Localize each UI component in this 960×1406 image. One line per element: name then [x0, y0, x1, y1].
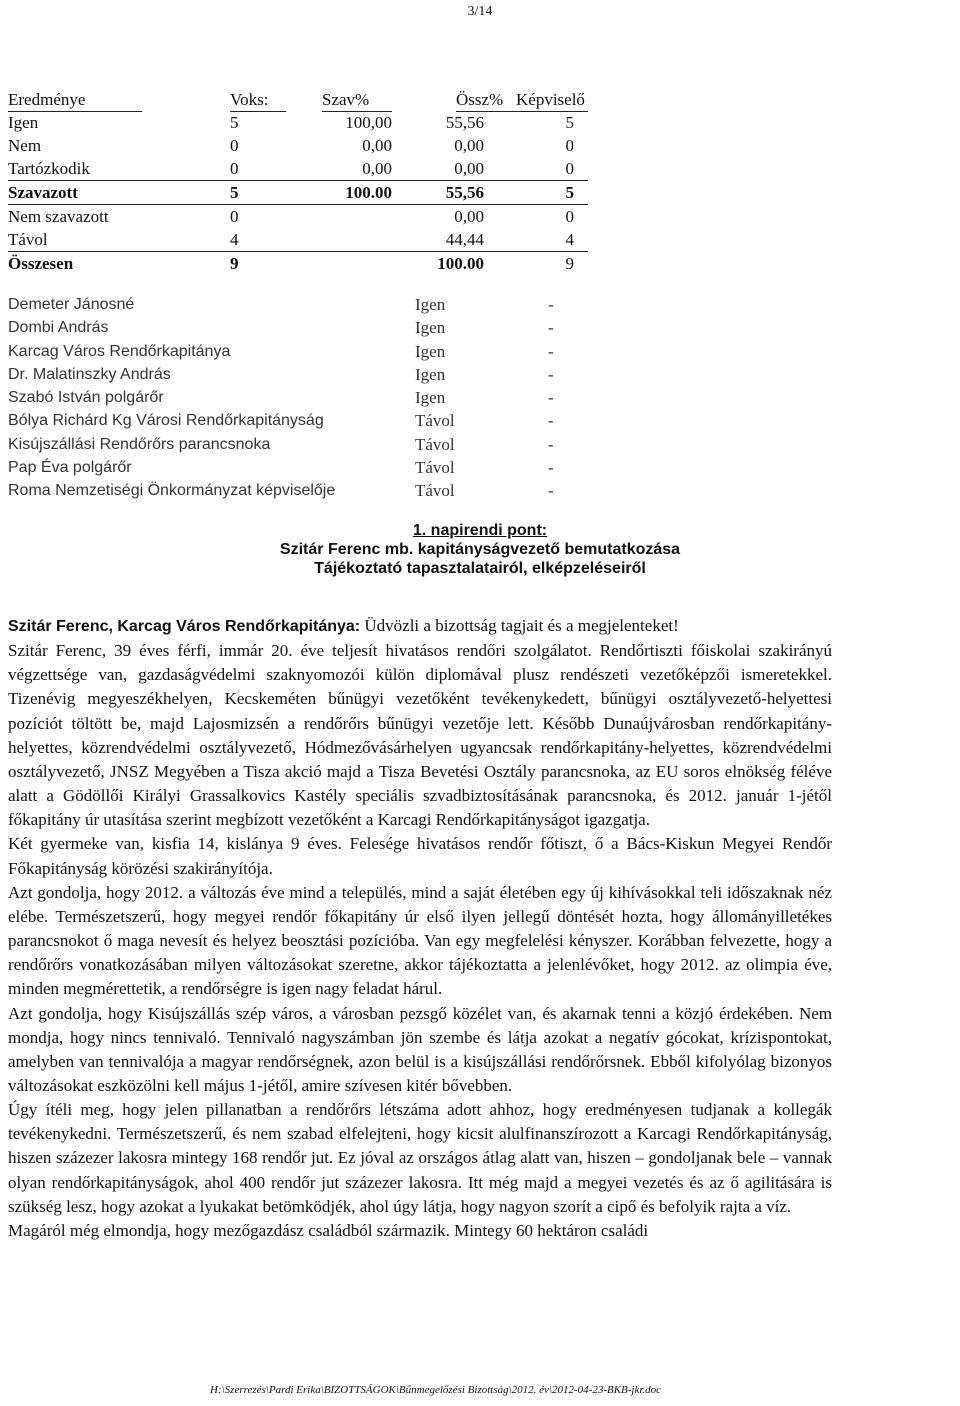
total-percent: 44,44: [445, 230, 484, 249]
agenda-subtitle: Tájékoztató tapasztalatairól, elképzeléseiről: [314, 560, 646, 577]
body-paragraph: Két gyermeke van, kisfia 14, kislánya 9 éves. Felesége hivatásos rendőr főtiszt, ő a Bács-Kiskun Megyei Rendőr Főkapitányság körözési szakirányítója.: [8, 834, 832, 878]
member-vote-list: [8, 293, 568, 503]
body-paragraph: Azt gondolja, hogy Kisújszállás szép város, a városban pezsgő közélet van, és akarnak tenni a közjó érdekében. Nem mondja, hogy nincs tennivaló. Tennivaló nagyszámban jön szembe és látja azokat a negatív gócokat, krízispontokat, amelyben van tennivalója a magyar rendőrségnek, azon belül is a kisújszállási rendőrőrsnek. Ebből kifolyólag bizonyos változásokat eszközölni kell május 1-jétől, amire szívesen kitér bővebben.: [8, 1003, 832, 1095]
representatives: 0: [565, 136, 574, 155]
representatives: 5: [565, 183, 574, 202]
member-mark: -: [548, 341, 554, 361]
representatives: 9: [565, 254, 574, 273]
member-row: [8, 293, 568, 316]
vote-count: 5: [230, 183, 239, 202]
vote-label: Szavazott: [8, 183, 78, 202]
vote-row: [8, 205, 588, 228]
member-row: [8, 340, 568, 363]
vote-count: 0: [230, 207, 239, 226]
member-row: [8, 479, 568, 502]
representatives: 0: [565, 159, 574, 178]
member-row: [8, 363, 568, 386]
member-mark: -: [548, 434, 554, 454]
agenda-point: 1. napirendi pont:: [412, 522, 548, 539]
vote-row-total: [8, 252, 588, 275]
speaker-name: Szitár Ferenc, Karcag Város Rendőrkapitánya:: [8, 618, 361, 635]
vote-percent: 100.00: [345, 183, 392, 202]
header-vote-percent: Szav%: [322, 88, 392, 112]
member-mark: -: [548, 318, 554, 338]
vote-row: [8, 134, 588, 157]
vote-count: 9: [230, 254, 239, 273]
total-percent: 55,56: [445, 113, 484, 132]
body-paragraph: Úgy ítéli meg, hogy jelen pillanatban a rendőrőrs létszáma adott ahhoz, hogy eredményesen tudjanak a kollegák tevékenykedni. Természetszerű, és nem szabad elfelejteni, hogy kicsit alulfinanszírozott a Karcagi Rendőrkapitányság, hiszen százezer lakosra mintegy 168 rendőr jut. Ez jóval az országos átlag alatt van, hiszen – gondoljanak bele – vannak olyan rendőrkapitányságok, ahol 400 rendőr jut százezer lakosra. Itt még majd a megyei vezetés és az ő agilitására is szükség lesz, hogy azokat a lyukakat betömködjék, ahol úgy látja, hogy nagyon szorít a cipő és befolyik rajta a víz.: [8, 1100, 832, 1216]
member-vote: Igen: [415, 295, 446, 314]
member-row: [8, 456, 568, 479]
member-name: Bólya Richárd Kg Városi Rendőrkapitányság: [8, 412, 324, 430]
member-mark: -: [548, 388, 554, 408]
member-vote: Távol: [415, 458, 455, 478]
member-row: [8, 409, 568, 432]
vote-header-row: [8, 88, 588, 111]
vote-count: 5: [230, 113, 239, 132]
representatives: 4: [565, 230, 574, 249]
vote-row: [8, 111, 588, 134]
member-vote: Távol: [415, 434, 455, 454]
total-percent: 0,00: [454, 159, 484, 178]
vote-percent: 100,00: [345, 113, 392, 132]
body-paragraph: Azt gondolja, hogy 2012. a változás éve mind a település, mind a saját életében egy új kihívásokkal teli időszaknak néz elébe. Természetszerű, hogy megyei rendőr főkapitány úr első ilyen jellegű döntését hozta, hogy állományilletékes parancsnokot ő maga nevesít és helyez beosztási pozícióba. Van egy megfelelési kényszer. Korábban felvezette, hogy a rendőrőrs vonatkozásában milyen változásokat szeretne, akkor tájékoztatta a jelenlévőket, hogy 2012. az olimpia éve, minden megmérettetik, a rendőrségre is igen nagy feladat hárul.: [8, 882, 832, 999]
vote-percent: 0,00: [362, 159, 392, 178]
speaker-intro: [8, 614, 832, 639]
vote-label: Távol: [8, 230, 48, 249]
vote-count: 0: [230, 136, 239, 155]
agenda-heading: [0, 521, 960, 578]
member-name: Szabó István polgárőr: [8, 389, 164, 407]
file-path-footer: H:\Szerrezés\Pardi Erika\BIZOTTSÁGOK\Bűnmegelőzési Bizottság\2012. év\2012-04-23-BKB-jkr.doc: [210, 1384, 662, 1396]
representatives: 5: [565, 113, 574, 132]
vote-label: Igen: [8, 113, 39, 132]
member-mark: -: [548, 458, 554, 478]
body-paragraph: Szitár Ferenc, 39 éves férfi, immár 20. éve teljesít hivatásos rendőri szolgálatot. Rendőrtiszti főiskolai szakirányú végzettsége van, gazdaságvédelmi szaknyomozói külön diplomával plusz rendészeti vezetőképzői ismeretekkel. Tizenévig megyeszékhelyen, Kecskeméten bűnügyi vezetőként tevékenykedett, bűnügyi osztályvezető-helyettesi pozíciót töltött be, majd Lajosmizsén a rendőrőrs bűnügyi vezetője lett. Később Dunaújvárosban rendőrkapitány-helyettes, közrendvédelmi osztályvezető, Hódmezővásárhelyen ugyancsak rendőrkapitány-helyettes, közrendvédelmi osztályvezető, JNSZ Megyében a Tisza akció majd a Tisza Bevetési Osztály parancsnoka, az EU soros elnökség féléve alatt a Gödöllői Királyi Grassalkovics Kastély speciális szvadbiztosításának parancsnoka, és 2012. január 1-jétől főkapitány úr utasítása szerint megbízott vezetőként a Karcagi Rendőrkapitányságot igazgatja.: [8, 641, 832, 830]
vote-row-voted: [8, 181, 588, 205]
member-row: [8, 386, 568, 409]
member-vote: Igen: [415, 318, 446, 338]
representatives: 0: [565, 207, 574, 226]
total-percent: 0,00: [454, 136, 484, 155]
member-name: Demeter Jánosné: [8, 296, 135, 313]
total-percent: 100.00: [437, 254, 484, 273]
member-row: [8, 433, 568, 456]
member-mark: -: [548, 481, 554, 501]
member-row: [8, 316, 568, 339]
vote-label: Tartózkodik: [8, 159, 90, 178]
member-name: Kisújszállási Rendőrőrs parancsnoka: [8, 435, 271, 453]
vote-label: Összesen: [8, 254, 74, 273]
vote-count: 0: [230, 159, 239, 178]
member-name: Pap Éva polgárőr: [8, 459, 132, 477]
member-vote: Igen: [415, 341, 446, 361]
vote-result-table: [8, 88, 588, 275]
header-representative: Képviselő: [516, 88, 588, 112]
vote-count: 4: [230, 230, 239, 249]
member-mark: -: [548, 364, 554, 384]
member-mark: -: [548, 411, 554, 431]
vote-label: Nem szavazott: [8, 207, 109, 226]
speaker-greeting: Üdvözli a bizottság tagjait és a megjelenteket!: [360, 616, 679, 635]
member-vote: Távol: [415, 411, 455, 431]
body-paragraph: Magáról még elmondja, hogy mezőgazdász családból származik. Mintegy 60 hektáron családi: [8, 1220, 649, 1240]
vote-percent: 0,00: [362, 136, 392, 155]
member-name: Dombi András: [8, 319, 109, 337]
total-percent: 55,56: [445, 183, 484, 202]
member-name: Roma Nemzetiségi Önkormányzat képviselője: [8, 482, 336, 500]
member-mark: -: [548, 295, 554, 314]
minutes-body: [8, 614, 832, 1243]
page-number: 3/14: [467, 4, 493, 19]
vote-row: [8, 157, 588, 181]
header-total-percent: Össz%: [456, 88, 516, 112]
member-vote: Igen: [415, 388, 446, 408]
member-name: Dr. Malatinszky András: [8, 365, 171, 383]
member-name: Karcag Város Rendőrkapitánya: [8, 342, 231, 360]
header-votes: Voks:: [230, 88, 286, 112]
member-vote: Távol: [415, 481, 455, 501]
vote-label: Nem: [8, 136, 42, 155]
member-vote: Igen: [415, 364, 446, 384]
vote-row: [8, 228, 588, 252]
agenda-title: Szitár Ferenc mb. kapitányságvezető bemutatkozása: [279, 541, 681, 558]
total-percent: 0,00: [454, 207, 484, 226]
header-result: Eredménye: [8, 88, 142, 112]
